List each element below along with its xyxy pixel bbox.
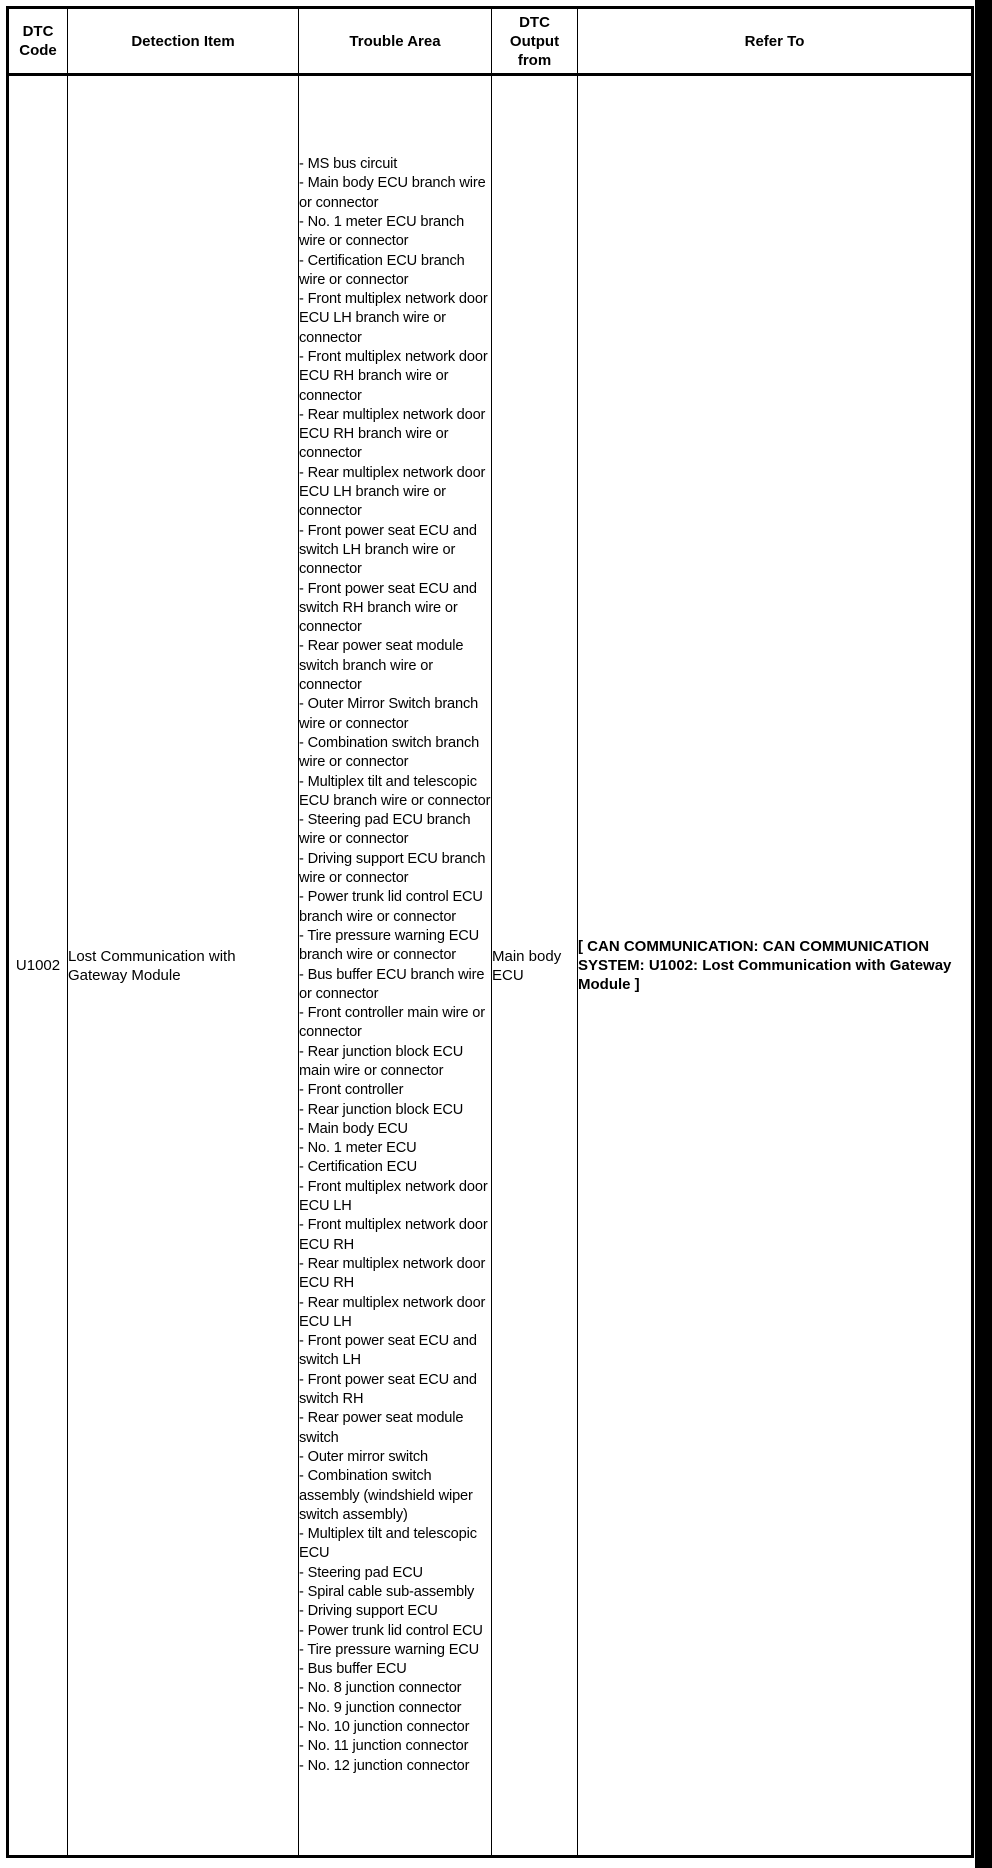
- list-item: - Combination switch assembly (windshield wiper switch assembly): [299, 1468, 473, 1523]
- list-item: - Rear multiplex network door ECU LH branch wire or connector: [299, 464, 486, 520]
- list-item: - Power trunk lid control ECU branch wire or connector: [299, 889, 483, 925]
- list-item: - Bus buffer ECU: [299, 1661, 407, 1678]
- list-item: - Rear multiplex network door ECU RH branch wire or connector: [299, 406, 486, 462]
- header-dtc-code-line1: DTC: [22, 23, 54, 40]
- header-detection-item: Detection Item: [68, 8, 299, 75]
- list-item: - MS bus circuit: [299, 156, 398, 173]
- list-item: - Steering pad ECU branch wire or connector: [299, 812, 471, 848]
- list-item: - Combination switch branch wire or connector: [299, 734, 480, 771]
- list-item: - Front power seat ECU and switch RH branch wire or connector: [299, 580, 477, 636]
- list-item: - Front controller main wire or connector: [299, 1005, 485, 1041]
- list-item: - Multiplex tilt and telescopic ECU branch wire or connector: [299, 773, 491, 809]
- list-item: - Front multiplex network door ECU LH branch wire or connector: [299, 291, 488, 346]
- list-item: - Spiral cable sub-assembly: [299, 1584, 475, 1600]
- header-dtc-output-from: [492, 8, 578, 75]
- list-item: - Rear multiplex network door ECU LH: [299, 1294, 486, 1330]
- list-item: - Rear power seat module switch branch wire or connector: [299, 638, 464, 694]
- list-item: - Tire pressure warning ECU: [299, 1641, 480, 1658]
- list-item: - Front multiplex network door ECU LH: [299, 1178, 488, 1215]
- list-item: - No. 9 junction connector: [299, 1699, 462, 1716]
- list-item: - No. 12 junction connector: [299, 1757, 470, 1774]
- list-item: - Main body ECU: [299, 1120, 408, 1137]
- list-item: - Steering pad ECU: [299, 1564, 423, 1581]
- header-row: [8, 8, 973, 75]
- list-item: - No. 10 junction connector: [299, 1719, 470, 1736]
- list-item: - Front multiplex network door ECU RH: [299, 1217, 488, 1253]
- header-output-line2: Output: [509, 32, 560, 50]
- table-header: [8, 8, 973, 75]
- list-item: - Rear junction block ECU main wire or connector: [299, 1043, 464, 1079]
- list-item: - Front power seat ECU and switch LH: [299, 1333, 477, 1369]
- list-item: - Rear multiplex network door ECU RH: [299, 1255, 486, 1292]
- trouble-area-list: [299, 155, 491, 1776]
- detection-item-cell: Lost Communication with Gateway Module: [68, 75, 299, 1857]
- list-item: - Outer mirror switch: [299, 1448, 429, 1465]
- list-item: - Front controller: [299, 1082, 404, 1099]
- list-item: - No. 1 meter ECU: [299, 1140, 417, 1157]
- dtc-table: [6, 6, 974, 1858]
- list-item: - Bus buffer ECU branch wire or connector: [299, 966, 485, 1002]
- list-item: - Outer Mirror Switch branch wire or connector: [299, 696, 479, 732]
- page-edge-strip: [975, 0, 992, 1868]
- header-output-line1: DTC: [519, 13, 550, 31]
- header-trouble-area: Trouble Area: [299, 8, 492, 75]
- list-item: - Power trunk lid control ECU: [299, 1622, 483, 1639]
- trouble-area-cell: [299, 75, 492, 1857]
- list-item: - Rear junction block ECU: [299, 1101, 464, 1118]
- refer-to-link[interactable]: [ CAN COMMUNICATION: CAN COMMUNICATION SYSTEM: U1002: Lost Communication with Gateway Module ]: [578, 75, 973, 1857]
- list-item: - Multiplex tilt and telescopic ECU: [299, 1526, 477, 1562]
- list-item: - Certification ECU: [299, 1159, 417, 1176]
- list-item: - Front multiplex network door ECU RH branch wire or connector: [299, 349, 488, 404]
- list-item: - Main body ECU branch wire or connector: [299, 175, 486, 211]
- header-dtc-code: [8, 8, 68, 75]
- list-item: - Driving support ECU branch wire or connector: [299, 850, 486, 887]
- list-item: - Tire pressure warning ECU branch wire or connector: [299, 927, 480, 964]
- list-item: - Driving support ECU: [299, 1603, 438, 1620]
- table-row: [8, 75, 973, 1857]
- list-item: - No. 1 meter ECU branch wire or connector: [299, 213, 465, 250]
- list-item: - Front power seat ECU and switch LH branch wire or connector: [299, 522, 477, 578]
- header-output-line3: from: [517, 51, 552, 69]
- header-dtc-code-line2: Code: [19, 42, 57, 59]
- list-item: - No. 8 junction connector: [299, 1680, 462, 1697]
- list-item: - Certification ECU branch wire or connector: [299, 252, 465, 288]
- header-refer-to: Refer To: [578, 8, 973, 75]
- list-item: - Rear power seat module switch: [299, 1410, 464, 1446]
- list-item: - No. 11 junction connector: [299, 1738, 469, 1755]
- dtc-output-cell: Main body ECU: [492, 75, 578, 1857]
- dtc-code-cell: U1002: [8, 75, 68, 1857]
- list-item: - Front power seat ECU and switch RH: [299, 1371, 477, 1408]
